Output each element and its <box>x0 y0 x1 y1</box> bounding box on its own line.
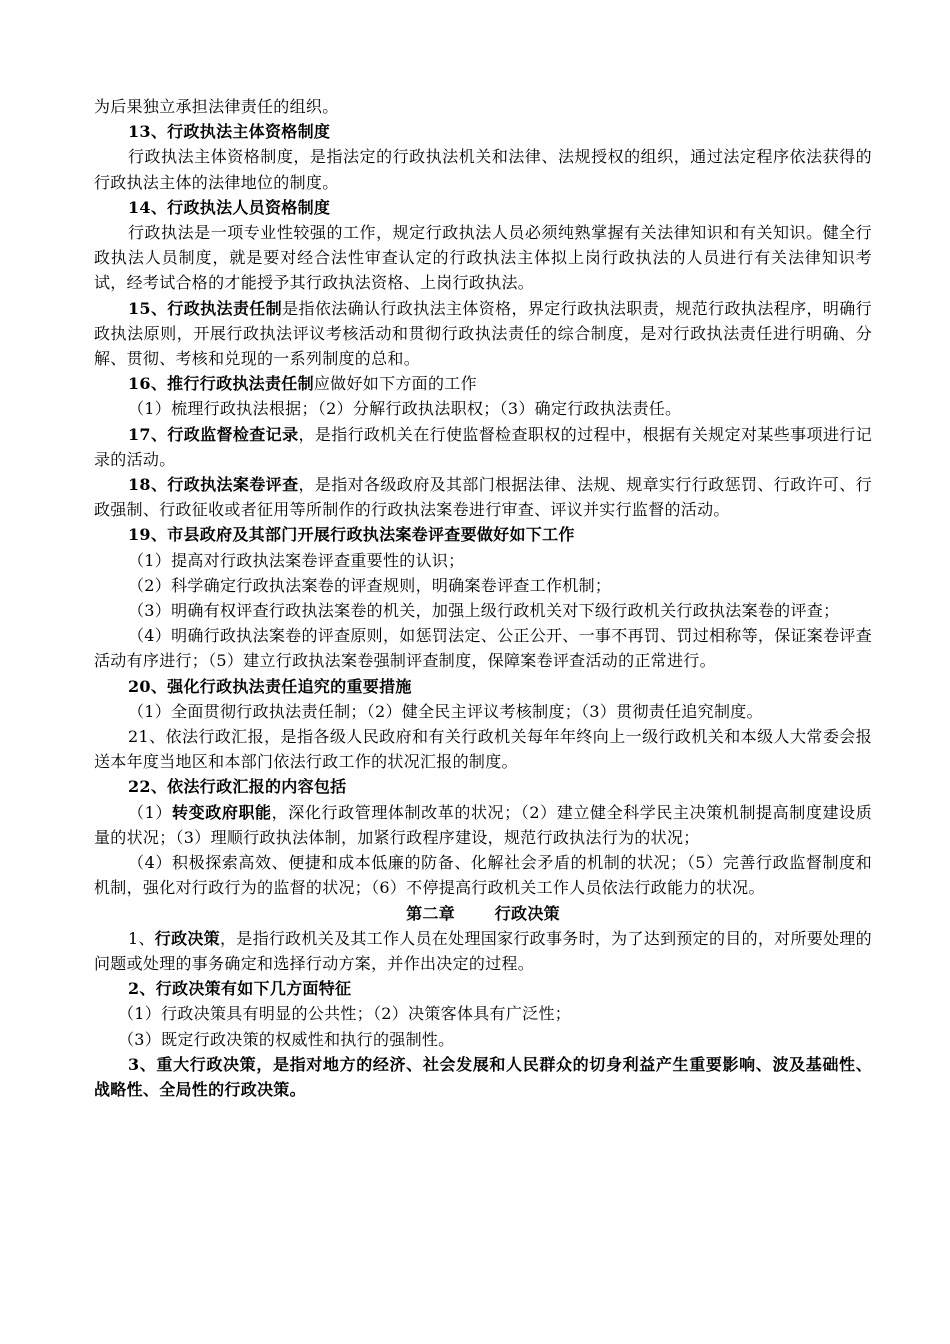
term-16: 16、推行行政执法责任制 <box>128 374 314 394</box>
heading-20: 20、强化行政执法责任追究的重要措施 <box>128 676 412 696</box>
list-item-c2-1: （1）行政决策具有明显的公共性；（2）决策客体具有广泛性； <box>118 1004 572 1024</box>
term-22-1: 转变政府职能 <box>172 802 272 822</box>
heading-c2: 2、行政决策有如下几方面特征 <box>128 979 352 999</box>
heading-13: 13、行政执法主体资格制度 <box>128 122 331 142</box>
definition-18: ，是指对各级政府及其部门根据法律、法规、规章实行行政惩罚、行政许可、行政强制、行政征收或者征用等所制作的行政执法案卷进行审查、评议并实行监督的活动。 <box>94 475 872 520</box>
paragraph-c1 <box>94 926 872 976</box>
list-item-19-4: （4）明确行政执法案卷的评查原则，如惩罚法定、公正公开、一事不再罚、罚过相称等，保证案卷评查活动有序进行；（5）建立行政执法案卷强制评查制度，保障案卷评查活动的正常进行。 <box>94 626 872 671</box>
chapter-title: 第二章 行政决策 <box>406 903 560 923</box>
document-page <box>94 94 872 1102</box>
heading-14: 14、行政执法人员资格制度 <box>128 197 331 217</box>
list-item-c2-2: （3）既定行政决策的权威性和执行的强制性。 <box>118 1029 455 1049</box>
list-item-19-2: （2）科学确定行政执法案卷的评查规则，明确案卷评查工作机制； <box>128 575 612 595</box>
paragraph-20: （1）全面贯彻行政执法责任制；（2）健全民主评议考核制度；（3）贯彻责任追究制度。 <box>128 701 763 721</box>
paragraph-16-heading <box>94 371 872 396</box>
heading-22: 22、依法行政汇报的内容包括 <box>128 777 347 797</box>
list-item-22-2: （4）积极探索高效、便捷和成本低廉的防备、化解社会矛盾的机制的状况；（5）完善行政监督制度和机制，强化对行政行为的监督的状况；（6）不停提高行政机关工作人员依法行政能力的状况。 <box>94 853 872 898</box>
paragraph-13: 行政执法主体资格制度，是指法定的行政执法机关和法律、法规授权的组织，通过法定程序依法获得的行政执法主体的法律地位的制度。 <box>94 147 872 192</box>
heading-16-rest: 应做好如下方面的工作 <box>313 374 477 394</box>
list-item-19-3: （3）明确有权评查行政执法案卷的机关，加强上级行政机关对下级行政机关行政执法案卷的评查； <box>128 601 840 621</box>
list-item-22-1 <box>94 800 872 850</box>
paragraph-17 <box>94 422 872 472</box>
c1-number: 1、 <box>128 928 155 948</box>
paragraph-continuation: 为后果独立承担法律责任的组织。 <box>94 97 339 116</box>
term-18: 18、行政执法案卷评查 <box>128 475 299 495</box>
paragraph-21: 21、依法行政汇报，是指各级人民政府和有关行政机关每年年终向上一级行政机关和本级人大常委会报送本年度当地区和本部门依法行政工作的状况汇报的制度。 <box>94 727 872 772</box>
list-text-22-1: ，深化行政管理体制改革的状况；（2）建立健全科学民主决策机制提高制度建设质量的状况；（3）理顺行政执法体制，加紧行政程序建设，规范行政执法行为的状况； <box>94 802 873 847</box>
term-15: 15、行政执法责任制 <box>128 298 283 318</box>
paragraph-16: （1）梳理行政执法根据；（2）分解行政执法职权；（3）确定行政执法责任。 <box>128 399 682 419</box>
definition-15: 是指依法确认行政执法主体资格，界定行政执法职责，规范行政执法程序，明确行政执法原则，开展行政执法评议考核活动和贯彻行政执法责任的综合制度，是对行政执法责任进行明确、分解、贯彻、考核和兑现的一系列制度的总和。 <box>94 298 872 369</box>
definition-c1: ，是指行政机关及其工作人员在处理国家行政事务时，为了达到预定的目的，对所要处理的问题或处理的事务确定和选择行动方案，并作出决定的过程。 <box>94 928 872 973</box>
paragraph-15 <box>94 296 872 372</box>
paragraph-c3: 3、重大行政决策，是指对地方的经济、社会发展和人民群众的切身利益产生重要影响、波及基础性、战略性、全局性的行政决策。 <box>94 1054 872 1099</box>
paragraph-14: 行政执法是一项专业性较强的工作，规定行政执法人员必须纯熟掌握有关法律知识和有关知识。健全行政执法人员制度，就是要对经合法性审查认定的行政执法主体拟上岗行政执法的人员进行有关法律知识考试，经考试合格的才能授予其行政执法资格、上岗行政执法。 <box>94 223 872 293</box>
term-17: 17、行政监督检查记录 <box>128 424 299 444</box>
paragraph-18 <box>94 472 872 522</box>
term-c1: 行政决策 <box>154 928 220 948</box>
definition-17: ，是指行政机关在行使监督检查职权的过程中，根据有关规定对某些事项进行记录的活动。 <box>94 424 872 469</box>
list-item-19-1: （1）提高对行政执法案卷评查重要性的认识； <box>128 550 465 570</box>
list-marker-22-1: （1） <box>128 802 173 822</box>
heading-19: 19、市县政府及其部门开展行政执法案卷评查要做好如下工作 <box>128 525 575 545</box>
